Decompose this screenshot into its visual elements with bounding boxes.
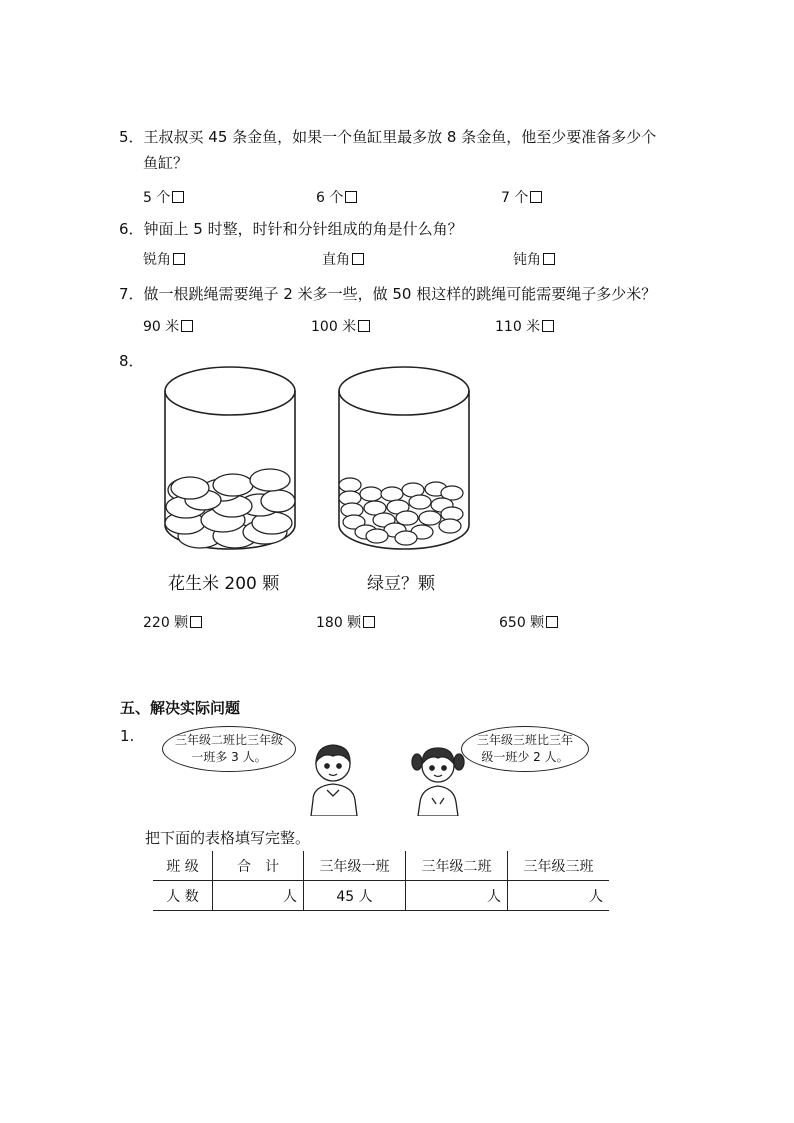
table-row [153,881,609,911]
option-label: 220 颗 [143,615,189,631]
table-header-cell: 三年级三班 [508,851,610,881]
q5-line2: 鱼缸？ [143,154,189,172]
option-label: 直角 [322,252,350,268]
table-header-cell: 班 级 [153,851,213,881]
q8-option-b[interactable] [316,612,375,632]
q5-option-c[interactable] [501,187,542,207]
q8-option-a[interactable] [143,612,202,632]
option-label: 650 颗 [499,615,545,631]
checkbox[interactable] [358,320,370,332]
table-header-row [153,851,609,881]
option-label: 锐角 [143,252,171,268]
table-cell-class2[interactable]: 人 [406,881,508,911]
section-title: 五、解决实际问题 [120,699,241,717]
checkbox[interactable] [190,616,202,628]
q8-option-c[interactable] [499,612,558,632]
option-label: 钝角 [513,252,541,268]
q6-option-c[interactable] [513,249,555,269]
option-label: 6 个 [316,190,344,206]
checkbox[interactable] [173,253,185,265]
p1-number: 1. [120,727,135,745]
q5-option-b[interactable] [316,187,357,207]
option-label: 110 米 [495,319,541,335]
checkbox[interactable] [345,191,357,203]
peanut-label: 花生米 200 颗 [168,574,280,594]
class-table [153,851,609,911]
q7-option-c[interactable] [495,316,554,336]
q7-option-b[interactable] [311,316,370,336]
boy-speech-text: 三年级二班比三年级一班多 3 人。 [175,733,284,764]
checkbox[interactable] [543,253,555,265]
q6-option-a[interactable] [143,249,185,269]
option-label: 100 米 [311,319,357,335]
girl-speech-text: 三年级三班比三年级一班少 2 人。 [476,733,573,764]
table-header-cell: 三年级二班 [406,851,508,881]
q6-text: 6．钟面上 5 时整，时针和分针组成的角是什么角？ [119,220,463,238]
checkbox[interactable] [363,616,375,628]
peanuts [165,469,295,548]
checkbox[interactable] [530,191,542,203]
boy-illustration [303,738,363,816]
checkbox[interactable] [352,253,364,265]
table-cell-total[interactable]: 人 [213,881,304,911]
table-cell-class3[interactable]: 人 [508,881,610,911]
checkbox[interactable] [546,616,558,628]
option-label: 180 颗 [316,615,362,631]
q7-text: 7．做一根跳绳需要绳子 2 米多一些，做 50 根这样的跳绳可能需要绳子多少米？ [119,285,657,303]
girl-illustration [410,738,466,816]
mung-beans [339,478,463,545]
boy-speech-bubble [162,726,296,772]
checkbox[interactable] [542,320,554,332]
option-label: 5 个 [143,190,171,206]
q5-line1: 5．王叔叔买 45 条金鱼，如果一个鱼缸里最多放 8 条金鱼，他至少要准备多少个 [119,128,657,146]
jars-illustration [160,360,490,555]
table-header-cell: 三年级一班 [304,851,406,881]
q7-option-a[interactable] [143,316,193,336]
option-label: 7 个 [501,190,529,206]
table-cell-class1: 45 人 [304,881,406,911]
checkbox[interactable] [181,320,193,332]
q5-option-a[interactable] [143,187,184,207]
mung-bean-label: 绿豆？颗 [367,574,435,594]
girl-speech-bubble [461,726,589,772]
p1-instruction: 把下面的表格填写完整。 [145,829,311,847]
table-row-label: 人 数 [153,881,213,911]
q8-number: 8． [119,352,144,370]
option-label: 90 米 [143,319,180,335]
checkbox[interactable] [172,191,184,203]
q6-option-b[interactable] [322,249,364,269]
table-header-cell: 合 计 [213,851,304,881]
